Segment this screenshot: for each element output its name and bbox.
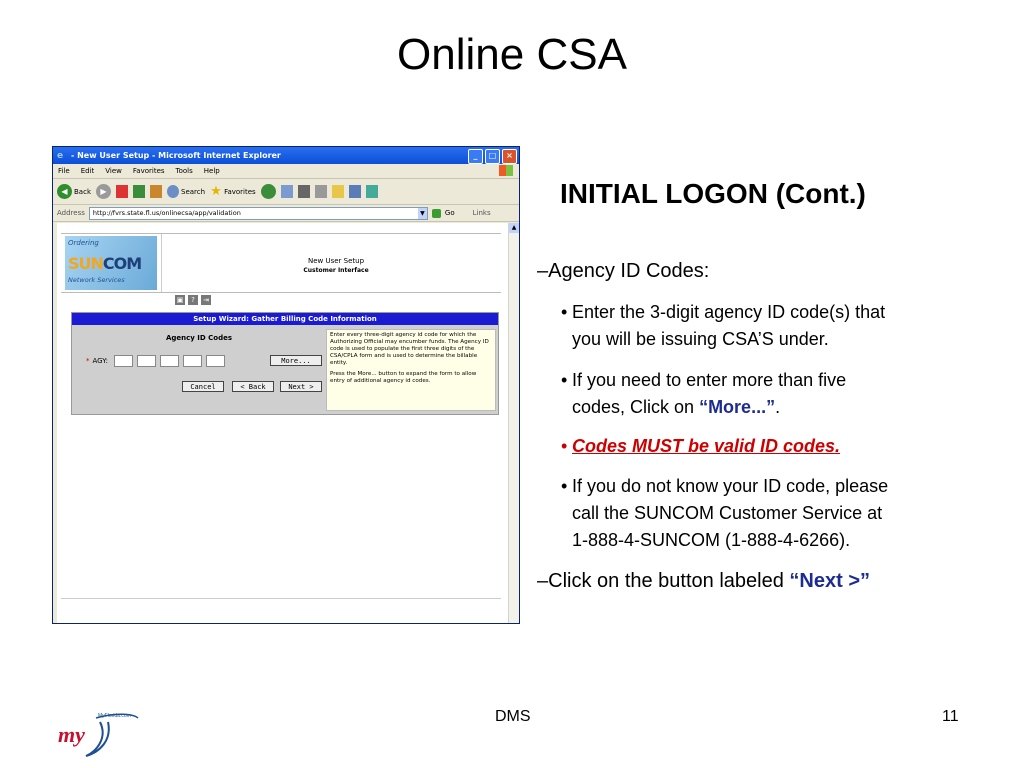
next-instruction [537,570,870,593]
help-paragraph-2: Press the More... button to expand the form to allow entry of additional agency id codes. [330,371,477,384]
print-icon[interactable] [298,185,310,198]
windows-flag-icon [499,165,513,176]
setup-wizard [71,312,499,415]
history-icon[interactable] [261,184,276,199]
slide-title: Online CSA [397,30,627,79]
agy-input-2[interactable] [137,355,156,367]
myflorida-logo-graphic [56,708,142,760]
back-label: Back [74,187,91,196]
scroll-up-icon[interactable]: ▲ [509,223,519,233]
home-icon[interactable] [150,185,162,198]
footer-dms: DMS [495,708,531,725]
required-marker: * [86,357,90,365]
logo-top-text: Ordering [68,239,99,247]
bullet-4-line-2: call the SUNCOM Customer Service at [572,503,883,523]
search-icon [167,185,179,198]
bullet-2-text: codes, Click on [572,397,700,417]
print-page-icon[interactable]: ▣ [176,296,184,304]
vertical-scrollbar[interactable] [508,223,519,623]
address-label: Address [57,209,85,217]
search-label: Search [181,187,206,196]
address-input[interactable] [89,207,428,220]
go-button[interactable]: Go [444,209,455,217]
help-text-box [326,329,496,411]
links-button[interactable]: Links [472,209,491,217]
bullet-dot: • [561,302,568,322]
menu-file[interactable]: File [58,167,70,175]
agy-inputs [114,355,225,367]
address-value: http://fvrs.state.fl.us/onlinecsa/app/validation [92,208,241,217]
exit-icon[interactable]: ⇥ [201,295,211,305]
favorites-button[interactable] [210,185,256,198]
more-button[interactable]: More... [270,355,322,366]
help-icon[interactable]: ? [188,295,198,305]
menu-edit[interactable]: Edit [80,167,95,175]
logo-sub-text: Network Services [68,276,125,284]
next-button[interactable]: Next > [280,381,322,392]
bullet-4-line-1: If you do not know your ID code, please [572,476,889,496]
page-number: 11 [942,708,959,725]
address-dropdown-icon[interactable]: ▼ [418,208,427,219]
favorites-star-icon: ★ [210,184,222,199]
toolbar [53,179,519,205]
messenger-icon[interactable] [366,185,378,198]
bullet-dot: • [561,436,568,456]
page-heading-title: New User Setup [307,257,365,265]
cancel-button[interactable]: Cancel [182,381,224,392]
valid-codes-warning: Codes MUST be valid ID codes. [572,436,841,456]
agy-input-3[interactable] [160,355,179,367]
refresh-icon[interactable] [133,185,145,198]
myflorida-logo-url: MyFlorida.com [98,713,131,719]
browser-title: - New User Setup - Microsoft Internet Explorer [71,151,281,160]
menu-favorites[interactable]: Favorites [132,167,165,175]
search-button[interactable] [167,185,205,198]
page-icon-strip [175,295,211,305]
more-emphasis: “More...” [699,397,776,417]
bullet-4-line-3: 1-888-4-SUNCOM (1-888-4-6266). [572,530,851,550]
back-button[interactable] [57,184,91,199]
page-banner [61,233,501,293]
logo-sun: SUN [68,254,103,273]
ie-logo-icon: e [57,150,64,161]
address-bar [53,205,519,222]
menu-bar [53,164,519,179]
research-icon[interactable] [349,185,361,198]
bullet-dot: • [561,370,568,390]
close-button[interactable]: × [502,149,517,164]
favorites-label: Favorites [224,187,256,196]
myflorida-logo-text: my [58,722,85,747]
agy-input-5[interactable] [206,355,225,367]
myflorida-logo [56,708,142,760]
agy-label [86,357,108,365]
bullet-2-line-1: If you need to enter more than five [572,370,847,390]
bullet-1-line-2: you will be issuing CSA’S under. [572,329,829,349]
forward-button[interactable]: ▶ [96,184,111,199]
menu-view[interactable]: View [105,167,122,175]
agency-id-label: Agency ID Codes [166,334,233,342]
suncom-logo [65,236,157,290]
agy-input-1[interactable] [114,355,133,367]
wizard-header: Setup Wizard: Gather Billing Code Information [72,313,498,325]
bullet-1-line-1: Enter the 3-digit agency ID code(s) that [572,302,886,322]
discuss-icon[interactable] [332,185,344,198]
maximize-button[interactable]: □ [485,149,500,164]
page-heading [241,257,431,275]
stop-icon[interactable] [116,185,128,198]
next-emphasis: “Next >” [789,570,870,592]
next-instruction-text: –Click on the button labeled [537,570,790,592]
help-paragraph-1: Enter every three-digit agency id code for which the Authorizing Official may encumber funds. The Agency ID code is used to populate the first three digits of the CSA/CPLA form and is used to determine the billable entity. [330,332,489,366]
menu-tools[interactable]: Tools [175,167,193,175]
menu-help[interactable]: Help [203,167,220,175]
minimize-button[interactable]: _ [468,149,483,164]
back-page-button[interactable]: < Back [232,381,274,392]
bullet-2-line-2 [572,394,977,421]
go-arrow-icon[interactable] [432,209,441,218]
browser-window [52,146,520,624]
page-heading-subtitle: Customer Interface [303,267,369,274]
logo-com: COM [102,254,142,273]
bullet-2-tail: . [775,397,781,417]
bullet-dot: • [561,476,568,496]
slide-subtitle: INITIAL LOGON (Cont.) [560,178,866,209]
agy-input-4[interactable] [183,355,202,367]
logo-main-text [68,254,141,273]
agency-codes-heading: –Agency ID Codes: [537,260,710,282]
edit-icon[interactable] [315,185,327,198]
agy-label-text: AGY: [92,357,108,365]
page-content [53,223,509,623]
browser-title-bar [53,147,519,164]
back-arrow-icon: ◀ [57,184,72,199]
mail-icon[interactable] [281,185,293,198]
